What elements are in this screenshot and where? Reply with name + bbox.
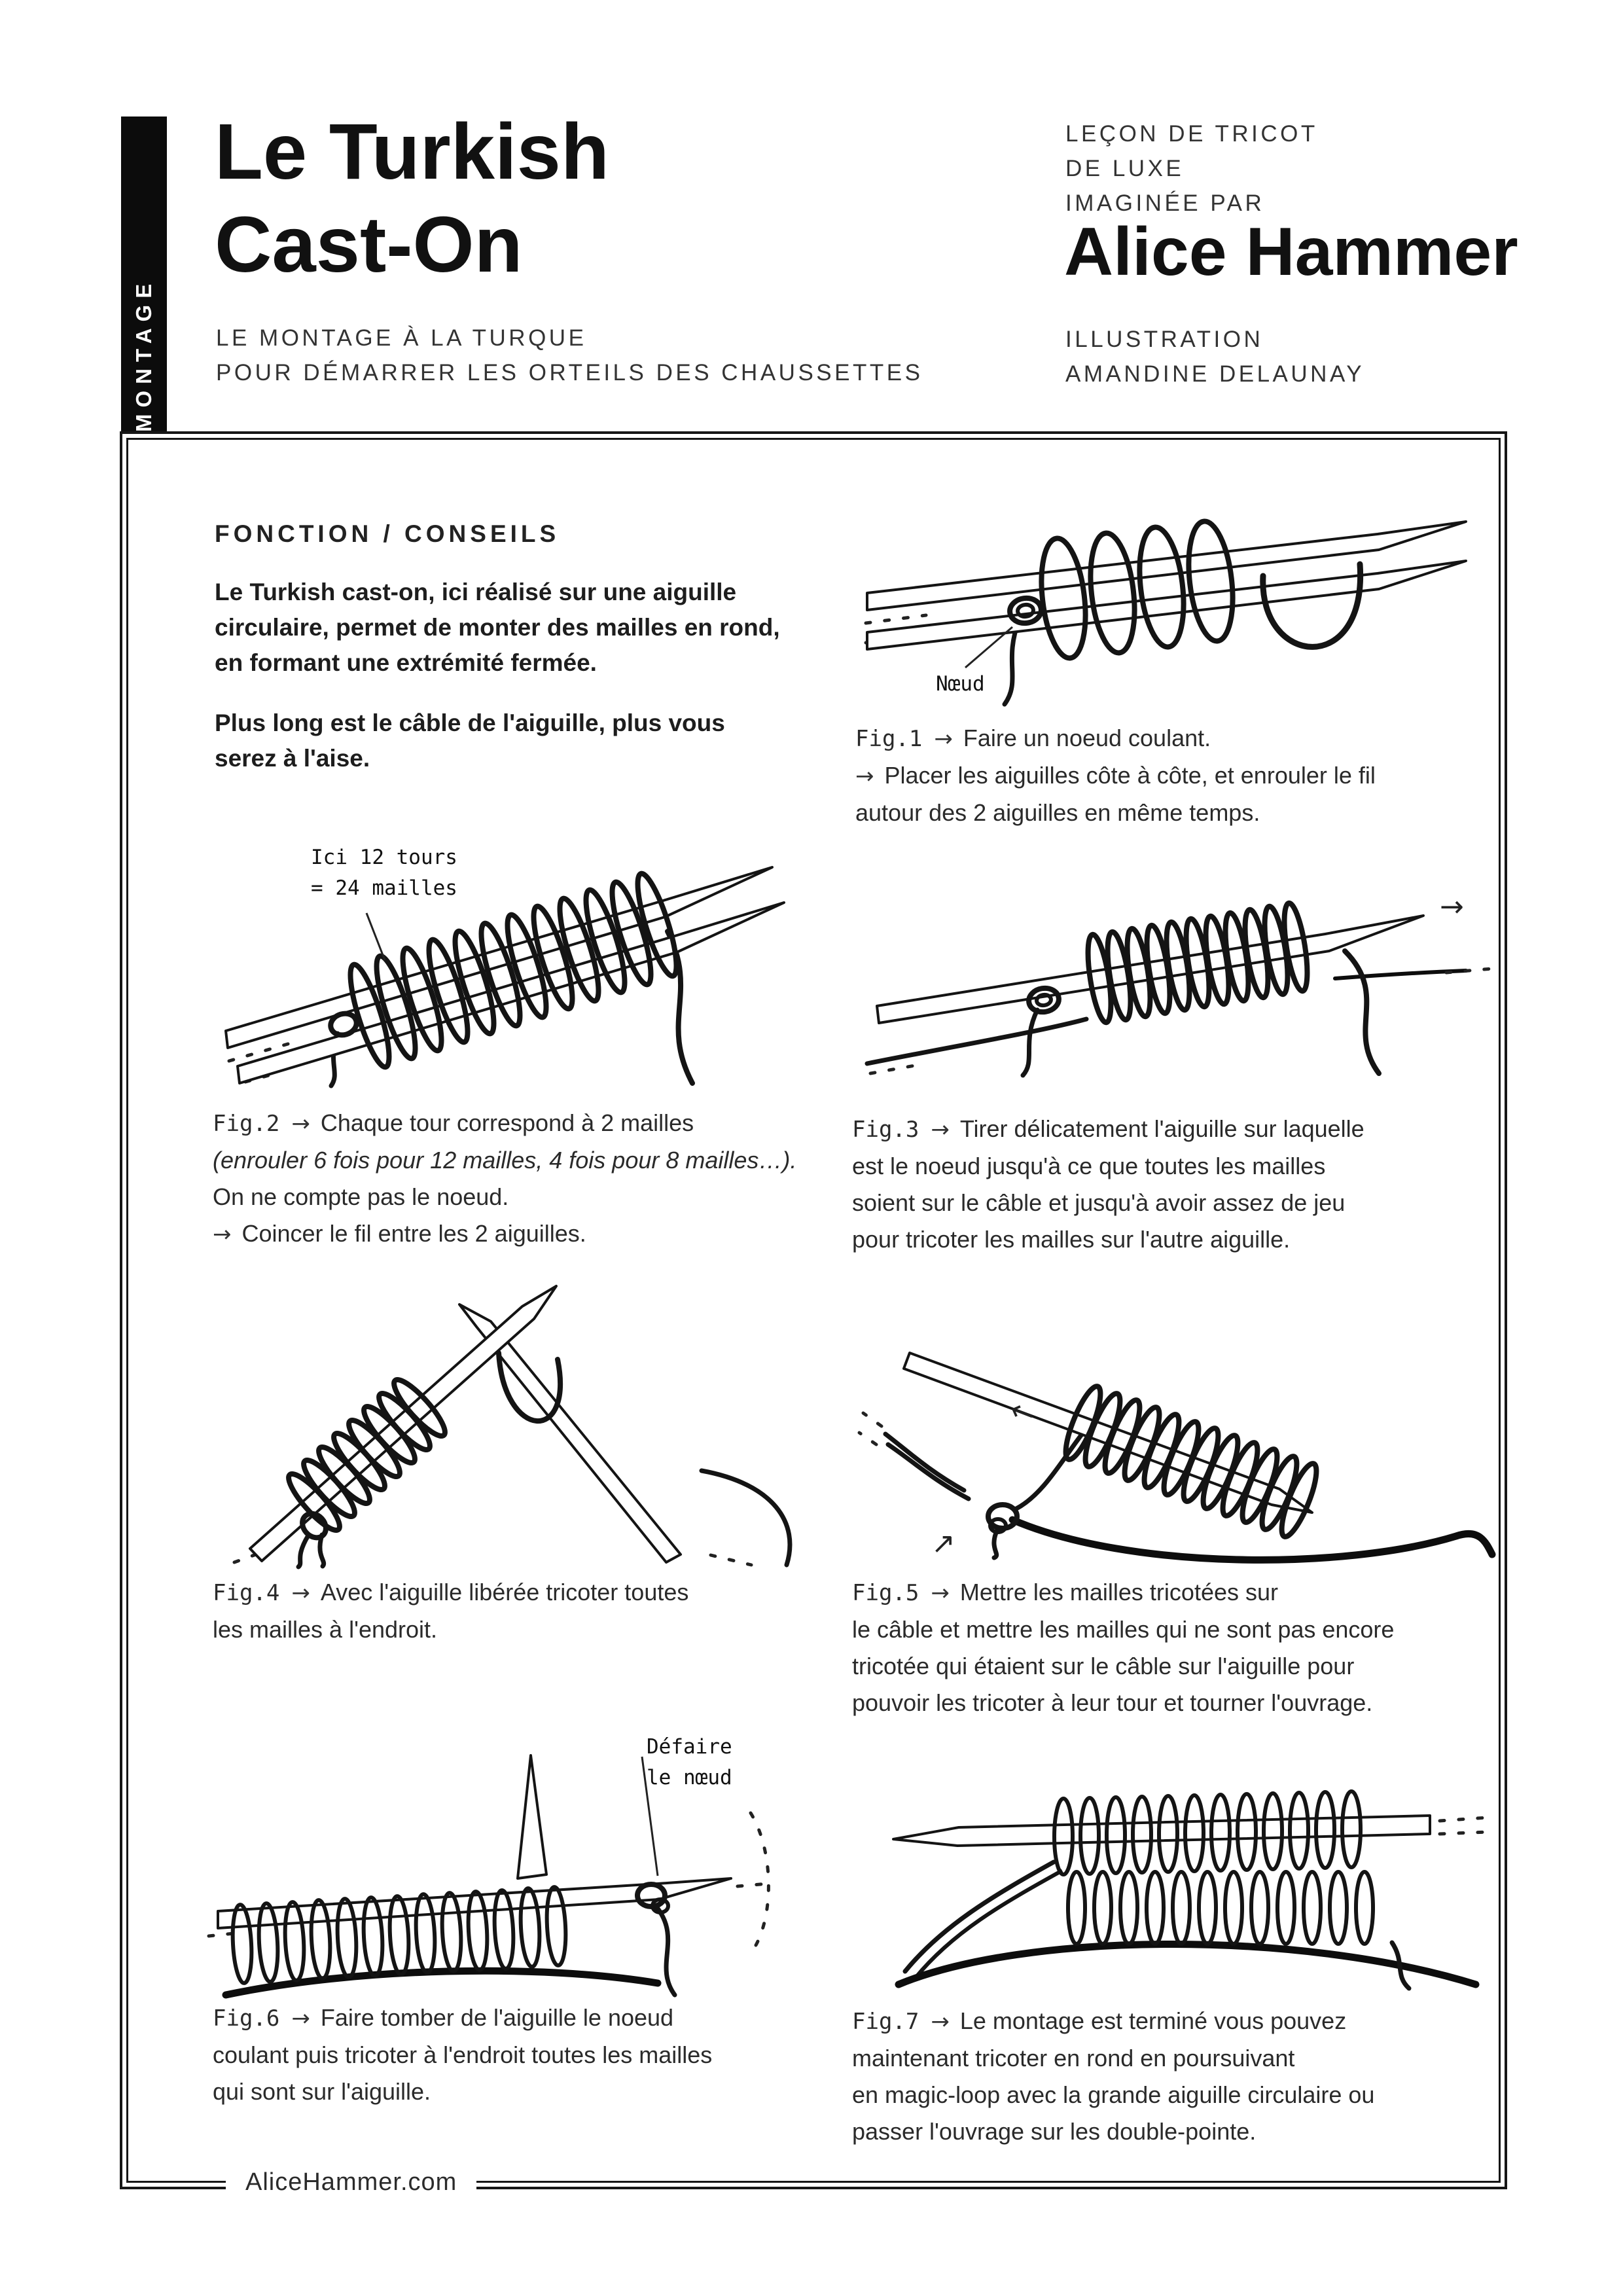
fig2-annotation-line1: Ici 12 tours xyxy=(311,846,457,869)
fig3-label: Fig.3 xyxy=(852,1117,919,1143)
arrow-icon: → xyxy=(213,1221,232,1247)
arrow-icon: → xyxy=(291,1111,310,1137)
caption-text: Avec l'aiguille libérée tricoter toutes xyxy=(320,1579,689,1605)
caption-text: maintenant tricoter en rond en poursuivant xyxy=(852,2045,1295,2072)
credit-line1: ILLUSTRATION xyxy=(1065,327,1264,352)
fig7-illustration xyxy=(854,1754,1499,1990)
caption-text: soient sur le câble et jusqu'à avoir assez de jeu xyxy=(852,1189,1346,1216)
fig6-annotation-line1: Défaire xyxy=(647,1735,732,1759)
caption-line xyxy=(213,1105,796,1142)
caption-line xyxy=(213,1142,796,1179)
page-title-line2: Cast-On xyxy=(215,200,523,289)
needles xyxy=(893,1816,1430,1846)
caption-line xyxy=(852,1648,1394,1685)
byline-line2: DE LUXE xyxy=(1065,156,1185,181)
slip-knot xyxy=(1008,596,1043,625)
caption-text: Faire un noeud coulant. xyxy=(963,725,1211,751)
arrow-icon: → xyxy=(291,2005,310,2032)
caption-text: passer l'ouvrage sur les double-pointe. xyxy=(852,2118,1257,2145)
free-needle-tip xyxy=(518,1755,546,1878)
caption-line xyxy=(852,1685,1394,1721)
fig1-annotation: Nœud xyxy=(936,672,985,696)
cable xyxy=(899,1944,1476,1984)
page-subtitle xyxy=(216,321,923,390)
fig6-annotation-line2: le nœud xyxy=(647,1766,732,1789)
caption-line xyxy=(855,757,1376,795)
caption-line xyxy=(852,1574,1394,1611)
caption-text: Placer les aiguilles côte à côte, et enrouler le fil xyxy=(884,762,1376,789)
website-label: AliceHammer.com xyxy=(226,2162,476,2202)
caption-line xyxy=(213,1574,688,1611)
fig5-caption xyxy=(852,1574,1394,1721)
intro2-line2: serez à l'aise. xyxy=(215,745,370,772)
cable xyxy=(867,969,1492,1073)
fig2-caption xyxy=(213,1105,796,1253)
fabric-loops xyxy=(1068,1872,1373,1944)
arrow-icon: → xyxy=(931,1580,950,1606)
caption-line xyxy=(213,2000,712,2037)
caption-text: coulant puis tricoter à l'endroit toutes les mailles xyxy=(213,2041,713,2068)
arrow-icon: → xyxy=(931,1117,950,1143)
caption-line xyxy=(855,795,1376,831)
caption-text: (enrouler 6 fois pour 12 mailles, 4 fois pour 8 mailles…). xyxy=(213,1147,797,1174)
caption-line xyxy=(213,1179,796,1215)
needle-direction-arrow-icon: ← xyxy=(1005,1392,1040,1433)
intro2-line1: Plus long est le câble de l'aiguille, plus vous xyxy=(215,709,725,736)
fig6-annotation xyxy=(647,1732,732,1793)
page-title-line1: Le Turkish xyxy=(215,107,609,196)
caption-text: le câble et mettre les mailles qui ne sont pas encore xyxy=(852,1616,1395,1643)
subtitle-line1: LE MONTAGE À LA TURQUE xyxy=(216,325,587,351)
fig6-label: Fig.6 xyxy=(213,2005,280,2032)
caption-line xyxy=(852,1148,1364,1185)
caption-line xyxy=(852,1111,1364,1148)
montage-tag-label: MONTAGE xyxy=(132,277,156,432)
yarn-wraps xyxy=(1027,902,1311,1024)
caption-text: qui sont sur l'aiguille. xyxy=(213,2078,431,2105)
page-title xyxy=(215,105,609,291)
fig1-caption xyxy=(855,720,1376,831)
arrow-icon: → xyxy=(931,2009,950,2035)
arrow-icon: → xyxy=(855,763,874,789)
caption-text: pouvoir les tricoter à leur tour et tourner l'ouvrage. xyxy=(852,1689,1373,1716)
caption-line xyxy=(852,2040,1374,2077)
montage-tag-bar xyxy=(121,117,167,432)
caption-line xyxy=(213,2037,712,2073)
caption-text: autour des 2 aiguilles en même temps. xyxy=(855,799,1260,826)
caption-text: Coincer le fil entre les 2 aiguilles. xyxy=(241,1220,586,1247)
author-name: Alice Hammer xyxy=(1064,214,1518,290)
fig5-illustration xyxy=(847,1293,1495,1558)
lesson-byline xyxy=(1065,117,1318,221)
fig4-label: Fig.4 xyxy=(213,1580,280,1606)
caption-text: en magic-loop avec la grande aiguille circulaire ou xyxy=(852,2081,1375,2108)
section-heading: FONCTION / CONSEILS xyxy=(215,520,560,547)
byline-line3: IMAGINÉE PAR xyxy=(1065,190,1265,216)
arrow-icon: → xyxy=(934,726,953,752)
caption-line xyxy=(852,2113,1374,2150)
illustration-credit xyxy=(1065,322,1364,391)
caption-text: Tirer délicatement l'aiguille sur laquelle xyxy=(959,1115,1364,1142)
fig4-illustration xyxy=(216,1266,818,1568)
cable xyxy=(1012,1520,1492,1560)
needles xyxy=(250,1286,681,1562)
caption-text: tricotée qui étaient sur le câble sur l'aiguille pour xyxy=(852,1653,1355,1679)
caption-text: Faire tomber de l'aiguille le noeud xyxy=(320,2004,674,2031)
caption-text: On ne compte pas le noeud. xyxy=(213,1183,509,1210)
caption-text: est le noeud jusqu'à ce que toutes les mailles xyxy=(852,1153,1326,1179)
caption-text: Chaque tour correspond à 2 mailles xyxy=(320,1109,694,1136)
needles xyxy=(867,522,1466,649)
fig3-illustration xyxy=(847,848,1495,1077)
caption-line xyxy=(852,2003,1374,2040)
intro1-line2: circulaire, permet de monter des mailles en rond, xyxy=(215,614,780,641)
caption-line xyxy=(852,1185,1364,1221)
intro-paragraph-1 xyxy=(215,575,780,681)
byline-line1: LEÇON DE TRICOT xyxy=(1065,121,1318,147)
fig4-caption xyxy=(213,1574,688,1648)
fig2-illustration xyxy=(209,821,792,1090)
intro1-line3: en formant une extrémité fermée. xyxy=(215,649,597,676)
knot-direction-arrow-icon: ↗ xyxy=(931,1527,955,1560)
fig3-caption xyxy=(852,1111,1364,1258)
caption-line xyxy=(852,1611,1394,1648)
caption-line xyxy=(855,720,1376,757)
caption-text: Le montage est terminé vous pouvez xyxy=(959,2007,1347,2034)
subtitle-line2: POUR DÉMARRER LES ORTEILS DES CHAUSSETTES xyxy=(216,360,923,386)
intro-paragraph-2 xyxy=(215,706,725,776)
credit-line2: AMANDINE DELAUNAY xyxy=(1065,361,1365,387)
fig5-label: Fig.5 xyxy=(852,1580,919,1606)
fig7-caption xyxy=(852,2003,1374,2150)
arrow-icon: → xyxy=(291,1580,310,1606)
caption-line xyxy=(213,2073,712,2110)
intro1-line1: Le Turkish cast-on, ici réalisé sur une aiguille xyxy=(215,579,737,605)
yarn-wraps xyxy=(283,1353,560,1543)
caption-line xyxy=(852,2077,1374,2113)
fig1-label: Fig.1 xyxy=(855,726,923,752)
fig7-label: Fig.7 xyxy=(852,2009,919,2035)
caption-line xyxy=(213,1215,796,1253)
needles xyxy=(226,867,784,1083)
caption-line xyxy=(852,1221,1364,1258)
fig2-label: Fig.2 xyxy=(213,1111,280,1137)
caption-text: les mailles à l'endroit. xyxy=(213,1616,438,1643)
fig6-caption xyxy=(213,2000,712,2110)
caption-line xyxy=(213,1611,688,1648)
caption-text: Mettre les mailles tricotées sur xyxy=(959,1579,1278,1605)
fig2-annotation-line2: = 24 mailles xyxy=(311,876,457,900)
caption-text: pour tricoter les mailles sur l'autre aiguille. xyxy=(852,1226,1291,1253)
pull-direction-arrow-icon: → xyxy=(1440,890,1464,924)
fig2-annotation xyxy=(311,842,457,904)
pointer-line xyxy=(366,913,385,960)
slip-knot xyxy=(1027,986,1060,1014)
